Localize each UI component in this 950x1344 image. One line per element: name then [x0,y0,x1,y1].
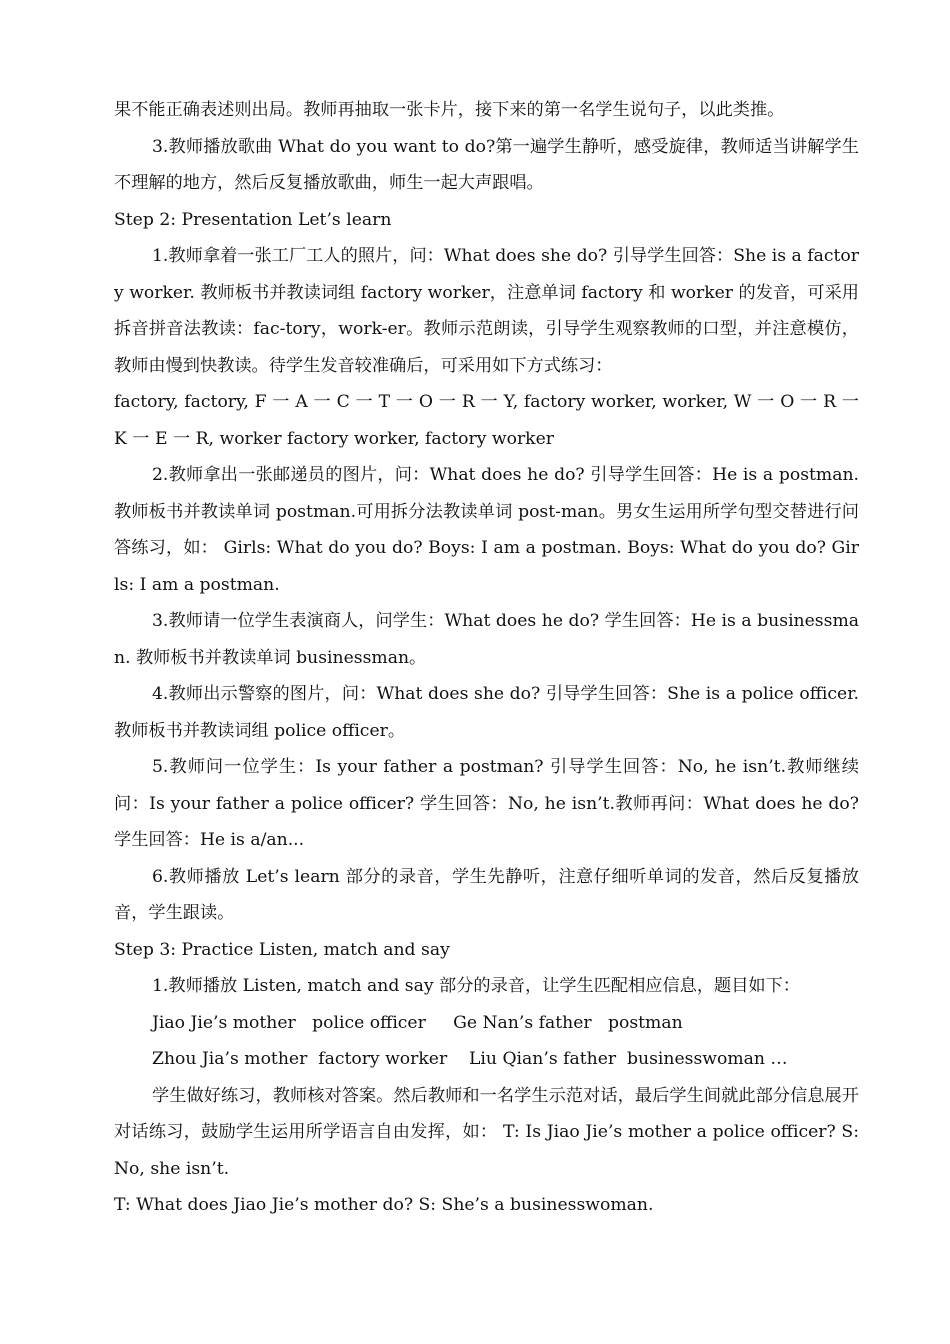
exercise-row-2: Zhou Jia’s mother factory worker Liu Qian’s father businesswoman … [152,1049,788,1069]
paragraph-listen-match: 1.教师播放 Listen, match and say 部分的录音，让学生匹配相应信息，题目如下： [152,976,800,996]
paragraph-postman: 2.教师拿出一张邮递员的图片，问：What does he do? 引导学生回答：He is a postman. 教师板书并教读单词 postman.可用拆分法教读单词 post-man。男女生运用所学句型交替进行问答练习，如： Girls: What do you do? Boys: I am a postman. Boys: What do you do? Girls: I am a postman. [114,465,859,595]
paragraph-police-officer: 4.教师出示警察的图片，问：What does she do? 引导学生回答：She is a police officer. 教师板书并教读词组 police officer。 [114,684,859,741]
paragraph-father-question: 5.教师问一位学生：Is your father a postman? 引导学生回答：No, he isn’t.教师继续问：Is your father a police officer? 学生回答：No, he isn’t.教师再问：What does he do? 学生回答：He is a/an... [114,757,859,850]
paragraph-factory-worker: 1.教师拿着一张工厂工人的照片，问：What does she do? 引导学生回答：She is a factory worker. 教师板书并教读词组 factory worker，注意单词 factory 和 worker 的发音，可采用拆音拼音法教读：fac-tory，work-er。教师示范朗读，引导学生观察教师的口型，并注意模仿，教师由慢到快教读。待学生发音较准确后，可采用如下方式练习： [114,246,859,376]
paragraph-continued: 果不能正确表述则出局。教师再抽取一张卡片，接下来的第一名学生说句子，以此类推。 [114,100,785,120]
paragraph-recording: 6.教师播放 Let’s learn 部分的录音，学生先静听，注意仔细听单词的发音，然后反复播放音，学生跟读。 [114,866,859,923]
step-3-heading: Step 3: Practice Listen, match and say [114,939,450,960]
paragraph-check-answers: 学生做好练习，教师核对答案。然后教师和一名学生示范对话，最后学生间就此部分信息展开对话练习，鼓励学生运用所学语言自由发挥，如： T: Is Jiao Jie’s mother a police officer? S: No, she isn’t. [114,1085,859,1179]
step-2-heading: Step 2: Presentation Let’s learn [114,209,392,230]
paragraph-song: 3.教师播放歌曲 What do you want to do?第一遍学生静听，感受旋律，教师适当讲解学生不理解的地方，然后反复播放歌曲，师生一起大声跟唱。 [114,136,859,193]
spelling-drill: factory, factory, F 一 A 一 C 一 T 一 O 一 R 一 Y, factory worker, worker, W 一 O 一 R 一 K 一 E 一 R, worker factory worker, factory worker [114,392,859,449]
document-page [114,92,859,1224]
paragraph-businessman: 3.教师请一位学生表演商人，问学生：What does he do? 学生回答：He is a businessman. 教师板书并教读单词 businessman。 [114,611,859,668]
exercise-row-1: Jiao Jie’s mother police officer Ge Nan’s father postman [152,1012,683,1033]
dialogue-line: T: What does Jiao Jie’s mother do? S: She’s a businesswoman. [114,1195,654,1215]
